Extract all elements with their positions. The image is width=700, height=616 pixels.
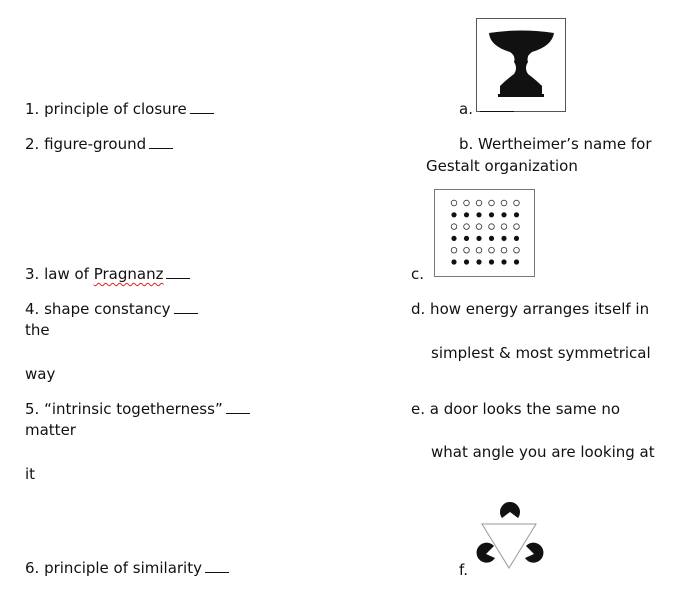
filled-dot xyxy=(451,236,456,241)
filled-dot xyxy=(476,259,481,264)
filled-dot xyxy=(489,212,494,217)
open-dot xyxy=(464,200,470,206)
answer-blank-5 xyxy=(226,401,250,414)
option-f-letter: f. xyxy=(459,561,468,579)
filled-dot xyxy=(514,212,519,217)
open-dot xyxy=(464,247,470,253)
filled-dot xyxy=(501,259,506,264)
filled-dot xyxy=(501,236,506,241)
option-a-blank-line xyxy=(480,111,514,112)
item-4-continuation-2: way xyxy=(25,365,56,383)
option-d-line-1: d. how energy arranges itself in xyxy=(411,300,650,318)
answer-blank-3 xyxy=(166,266,190,279)
filled-dot xyxy=(464,212,469,217)
answer-blank-2 xyxy=(149,136,173,149)
vase-faces-icon xyxy=(476,18,566,116)
open-dot xyxy=(451,247,457,253)
dot-grid-icon xyxy=(434,189,535,281)
item-1 xyxy=(25,100,214,118)
item-5 xyxy=(25,400,250,418)
item-3-label-prefix: 3. law of xyxy=(25,265,94,283)
item-4-continuation-1: the xyxy=(25,321,50,339)
option-d-line-2: simplest & most symmetrical xyxy=(431,344,651,362)
open-dot xyxy=(489,224,495,230)
filled-dot xyxy=(464,259,469,264)
option-b-line-1: b. Wertheimer’s name for xyxy=(459,135,652,153)
option-a-letter: a. xyxy=(459,100,473,118)
open-dot xyxy=(464,224,470,230)
open-dot xyxy=(489,200,495,206)
open-dot xyxy=(514,247,520,253)
open-dot xyxy=(451,224,457,230)
filled-dot xyxy=(451,259,456,264)
filled-dot xyxy=(514,236,519,241)
item-5-label: 5. “intrinsic togetherness” xyxy=(25,400,223,418)
item-3 xyxy=(25,265,190,283)
option-b-line-2: Gestalt organization xyxy=(426,157,578,175)
open-dot xyxy=(501,200,507,206)
open-dot xyxy=(501,224,507,230)
open-dot xyxy=(514,224,520,230)
item-6 xyxy=(25,559,229,577)
filled-dot xyxy=(489,259,494,264)
answer-blank-4 xyxy=(174,301,198,314)
open-dot xyxy=(451,200,457,206)
open-dot xyxy=(489,247,495,253)
filled-dot xyxy=(514,259,519,264)
item-5-continuation-2: it xyxy=(25,465,36,483)
open-dot xyxy=(476,247,482,253)
item-2 xyxy=(25,135,173,153)
item-1-label: 1. principle of closure xyxy=(25,100,187,118)
answer-blank-6 xyxy=(205,560,229,573)
open-dot xyxy=(514,200,520,206)
item-4-label: 4. shape constancy xyxy=(25,300,171,318)
filled-dot xyxy=(501,212,506,217)
item-6-label: 6. principle of similarity xyxy=(25,559,202,577)
option-e-line-2: what angle you are looking at xyxy=(431,443,655,461)
filled-dot xyxy=(489,236,494,241)
answer-blank-1 xyxy=(190,101,214,114)
open-dot xyxy=(476,200,482,206)
filled-dot xyxy=(476,236,481,241)
item-5-continuation-1: matter xyxy=(25,421,76,439)
filled-dot xyxy=(476,212,481,217)
item-4 xyxy=(25,300,198,318)
open-dot xyxy=(501,247,507,253)
filled-dot xyxy=(451,212,456,217)
item-3-misspelled-word: Pragnanz xyxy=(93,265,164,283)
kanizsa-triangle-icon xyxy=(470,498,550,578)
open-dot xyxy=(476,224,482,230)
option-c-letter: c. xyxy=(411,265,425,283)
item-2-label: 2. figure-ground xyxy=(25,135,147,153)
option-e-line-1: e. a door looks the same no xyxy=(411,400,621,418)
filled-dot xyxy=(464,236,469,241)
